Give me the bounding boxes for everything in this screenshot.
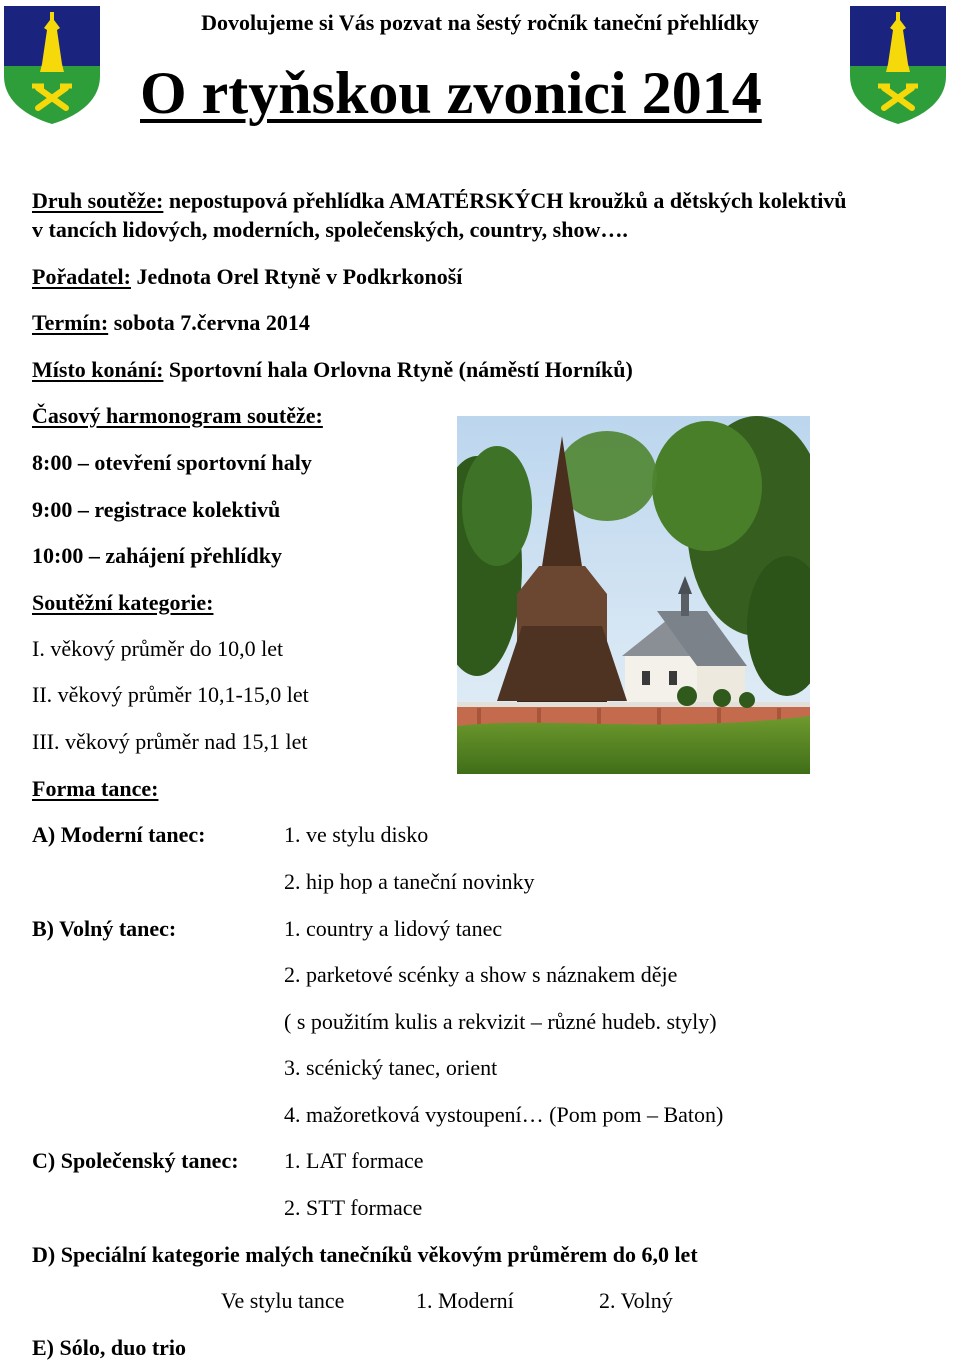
- organizer-label: Pořadatel:: [32, 264, 131, 289]
- date-label: Termín:: [32, 310, 109, 335]
- category-a-item: 2. hip hop a taneční novinky: [284, 869, 535, 894]
- category-d-style: Ve stylu tance: [221, 1288, 345, 1313]
- invitation-text: Dovolujeme si Vás pozvat na šestý ročník taneční přehlídky: [201, 10, 759, 35]
- category-d-option: 1. Moderní: [416, 1288, 514, 1313]
- category-e-label: E) Sólo, duo trio: [32, 1335, 187, 1360]
- venue: [32, 357, 633, 383]
- organizer-value: Jednota Orel Rtyně v Podkrkonoší: [130, 264, 463, 289]
- schedule-item: 9:00 – registrace kolektivů: [32, 497, 281, 522]
- venue-label: Místo konání:: [32, 357, 164, 382]
- schedule-item: 8:00 – otevření sportovní haly: [32, 450, 312, 475]
- category-b-item: ( s použitím kulis a rekvizit – různé hudeb. styly): [284, 1009, 717, 1034]
- categories-heading: Soutěžní kategorie:: [32, 590, 214, 615]
- date-value: sobota 7.června 2014: [108, 310, 310, 335]
- category-a-label: A) Moderní tanec:: [32, 822, 206, 847]
- competition-type-label: Druh soutěže:: [32, 188, 164, 213]
- category-b-item: 4. mažoretková vystoupení… (Pom pom – Baton): [284, 1102, 724, 1127]
- category-item: I. věkový průměr do 10,0 let: [32, 636, 284, 661]
- category-a-item: 1. ve stylu disko: [284, 822, 429, 847]
- category-b-label: B) Volný tanec:: [32, 916, 177, 941]
- category-d-label: D) Speciální kategorie malých tanečníků věkovým průměrem do 6,0 let: [32, 1242, 698, 1267]
- category-item: II. věkový průměr 10,1-15,0 let: [32, 682, 309, 707]
- venue-value: Sportovní hala Orlovna Rtyně (náměstí Horníků): [163, 357, 633, 382]
- event-title: O rtyňskou zvonici 2014: [140, 60, 762, 126]
- category-c-label: C) Společenský tanec:: [32, 1148, 239, 1173]
- date: [32, 310, 310, 336]
- competition-type-continued: v tancích lidových, moderních, společenských, country, show….: [32, 217, 628, 242]
- competition-type: [32, 188, 847, 214]
- category-item: III. věkový průměr nad 15,1 let: [32, 729, 308, 754]
- competition-type-value: nepostupová přehlídka AMATÉRSKÝCH kroužků a dětských kolektivů: [163, 188, 847, 213]
- category-c-item: 2. STT formace: [284, 1195, 423, 1220]
- schedule-item: 10:00 – zahájení přehlídky: [32, 543, 282, 568]
- schedule-heading: Časový harmonogram soutěže:: [32, 403, 323, 428]
- category-c-item: 1. LAT formace: [284, 1148, 424, 1173]
- category-b-item: 3. scénický tanec, orient: [284, 1055, 498, 1080]
- organizer: [32, 264, 462, 290]
- church-bell-tower-photo: [457, 416, 810, 774]
- category-b-item: 2. parketové scénky a show s náznakem děje: [284, 962, 678, 987]
- dance-forms-heading: Forma tance:: [32, 776, 159, 801]
- category-b-item: 1. country a lidový tanec: [284, 916, 503, 941]
- category-d-option: 2. Volný: [599, 1288, 673, 1313]
